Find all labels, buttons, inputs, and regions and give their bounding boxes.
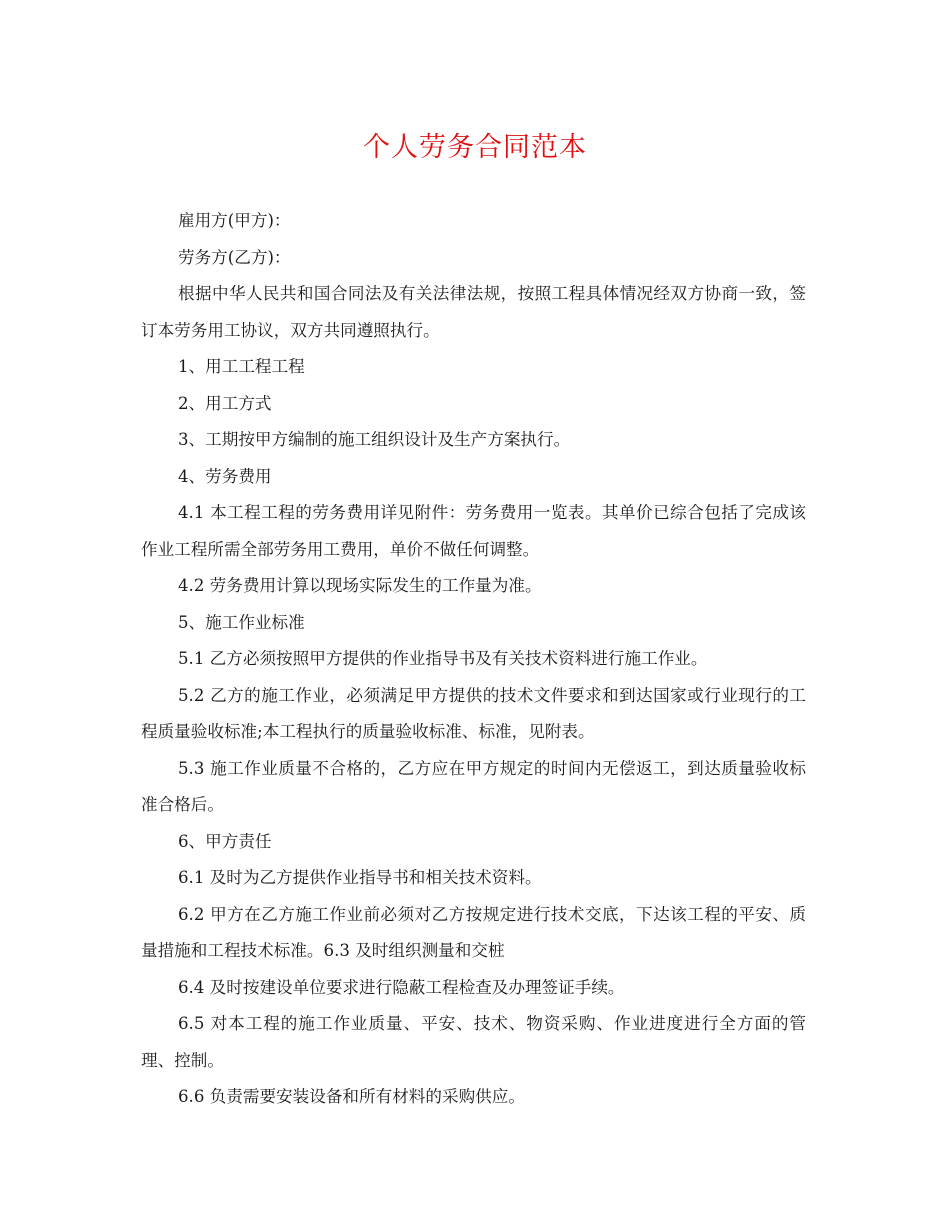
section-4-heading: 4、劳务费用 (178, 466, 272, 486)
clause-5-3: 5.3 施工作业质量不合格的，乙方应在甲方规定的时间内无偿返工，到达质量验收标准合格后。 (141, 758, 806, 814)
clause-6-1: 6.1 及时为乙方提供作业指导书和相关技术资料。 (178, 868, 542, 887)
clause-4-1: 4.1 本工程工程的劳务费用详见附件：劳务费用一览表。其单价已综合包括了完成该作业工程所需全部劳务用工费用，单价不做任何调整。 (141, 503, 806, 559)
preamble-paragraph: 根据中华人民共和国合同法及有关法律法规，按照工程具体情况经双方协商一致，签订本劳务用工协议，双方共同遵照执行。 (141, 284, 806, 340)
section-3-paragraph: 3、工期按甲方编制的施工组织设计及生产方案执行。 (178, 430, 571, 449)
clause-6-2: 6.2 甲方在乙方施工作业前必须对乙方按规定进行技术交底，下达该工程的平安、质量措施和工程技术标准。6.3 及时组织测量和交桩 (141, 904, 806, 960)
clause-6-5: 6.5 对本工程的施工作业质量、平安、技术、物资采购、作业进度进行全方面的管理、控制。 (141, 1014, 806, 1070)
section-5-heading: 5、施工作业标准 (178, 612, 305, 632)
party-a-line: 雇用方(甲方)： (178, 211, 291, 230)
document-body (141, 203, 806, 1116)
clause-6-4: 6.4 及时按建设单位要求进行隐蔽工程检查及办理签证手续。 (178, 977, 625, 997)
party-b-line: 劳务方(乙方)： (178, 247, 291, 267)
document-title: 个人劳务合同范本 (363, 132, 587, 163)
section-2-heading: 2、用工方式 (178, 393, 272, 413)
clause-4-2: 4.2 劳务费用计算以现场实际发生的工作量为准。 (178, 576, 542, 595)
section-6-heading: 6、甲方责任 (178, 831, 272, 851)
clause-5-1: 5.1 乙方必须按照甲方提供的作业指导书及有关技术资料进行施工作业。 (178, 649, 708, 668)
section-1-heading: 1、用工工程工程 (178, 357, 305, 376)
clause-6-6: 6.6 负责需要安装设备和所有材料的采购供应。 (178, 1087, 525, 1106)
clause-5-2: 5.2 乙方的施工作业，必须满足甲方提供的技术文件要求和到达国家或行业现行的工程质量验收标准;本工程执行的质量验收标准、标准，见附表。 (141, 685, 806, 741)
